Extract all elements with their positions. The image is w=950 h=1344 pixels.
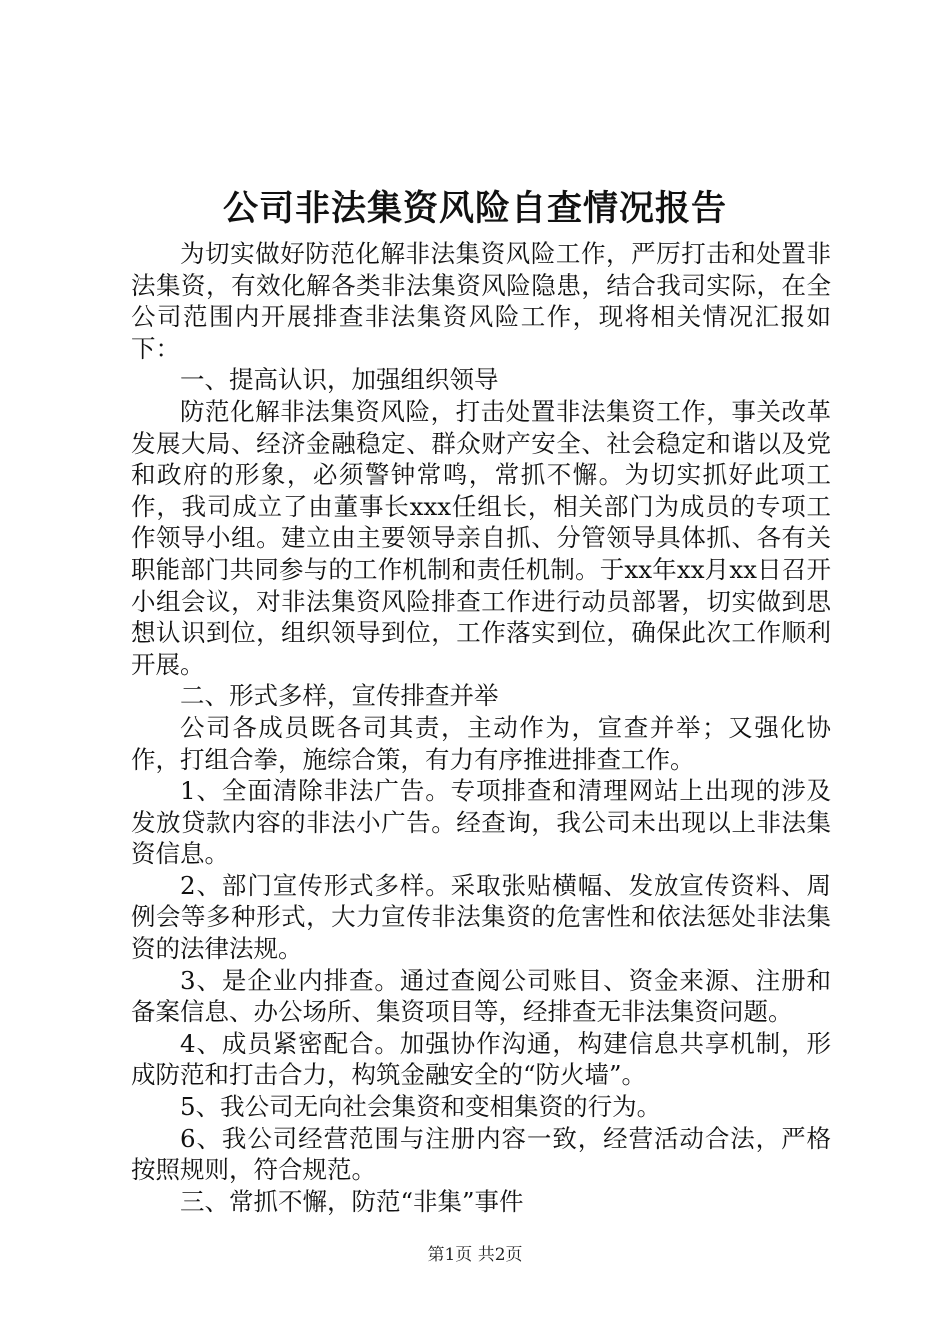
section-1-paragraph: 防范化解非法集资风险，打击处置非法集资工作，事关改革发展大局、经济金融稳定、群众财产安全、社会稳定和谐以及党和政府的形象，必须警钟常鸣，常抓不懈。为切实抓好此项工作，我司成立了由董事长xxx任组长，相关部门为成员的专项工作领导小组。建立由主要领导亲自抓、分管领导具体抓、各有关职能部门共同参与的工作机制和责任机制。于xx年xx月xx日召开小组会议，对非法集资风险排查工作进行动员部署，切实做到思想认识到位，组织领导到位，工作落实到位，确保此次工作顺利开展。 [131,396,831,679]
section-heading-3: 三、常抓不懈，防范“非集”事件 [180,1186,524,1216]
list-item-3: 3、是企业内排查。通过查阅公司账目、资金来源、注册和备案信息、办公场所、集资项目等，经排查无非法集资问题。 [131,965,831,1027]
list-item-6: 6、我公司经营范围与注册内容一致，经营活动合法，严格按照规则，符合规范。 [131,1123,831,1185]
list-item-1: 1、全面清除非法广告。专项排查和清理网站上出现的涉及发放贷款内容的非法小广告。经查询，我公司未出现以上非法集资信息。 [131,776,831,869]
page-footer: 第1页 共2页 [427,1245,523,1265]
document-title: 公司非法集资风险自查情况报告 [222,188,727,229]
list-item-4: 4、成员紧密配合。加强协作沟通，构建信息共享机制，形成防范和打击合力，构筑金融安全的“防火墙”。 [131,1028,831,1090]
intro-paragraph: 为切实做好防范化解非法集资风险工作，严厉打击和处置非法集资，有效化解各类非法集资风险隐患，结合我司实际，在全公司范围内开展排查非法集资风险工作，现将相关情况汇报如下： [131,239,831,363]
section-heading-2: 二、形式多样，宣传排查并举 [180,681,499,711]
section-2-paragraph: 公司各成员既各司其责，主动作为，宣查并举；又强化协作，打组合拳，施综合策，有力有序推进排查工作。 [131,712,831,774]
list-item-5: 5、我公司无向社会集资和变相集资的行为。 [180,1092,662,1122]
document-body [131,238,831,1217]
section-heading-1: 一、提高认识，加强组织领导 [180,365,499,395]
list-item-2: 2、部门宣传形式多样。采取张贴横幅、发放宣传资料、周例会等多种形式，大力宣传非法集资的危害性和依法惩处非法集资的法律法规。 [131,870,831,964]
